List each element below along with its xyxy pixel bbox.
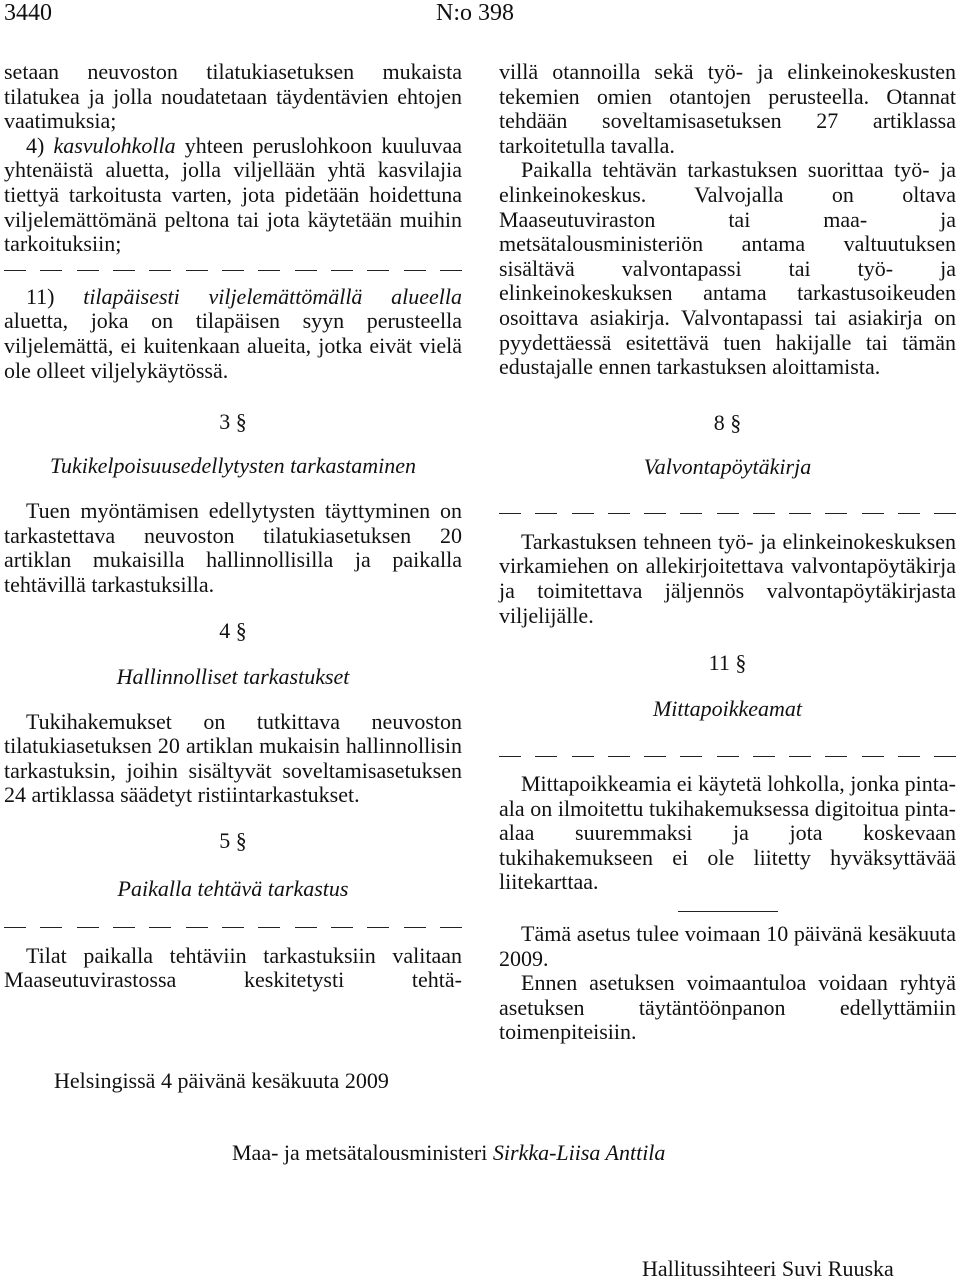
section-number-8: 8 § bbox=[713, 409, 742, 435]
right-column bbox=[499, 60, 956, 1045]
item-prefix: 11) bbox=[26, 283, 84, 309]
minister-signature bbox=[232, 1140, 665, 1166]
omission-dashes bbox=[4, 259, 462, 283]
minister-title: Maa- ja metsätalousministeri bbox=[232, 1140, 493, 1165]
item-prefix: 4) bbox=[26, 132, 54, 158]
section-title-4: Hallinnolliset tarkastukset bbox=[116, 663, 350, 689]
section-number-4: 4 § bbox=[219, 617, 247, 643]
page-number: 3440 bbox=[4, 0, 52, 26]
section-number-3: 3 § bbox=[219, 409, 247, 435]
omission-dashes bbox=[499, 502, 956, 526]
paragraph-otannat: villä otannoilla sekä työ- ja elinkeinokeskusten tekemien omien otantojen perusteella. Otannat tehdään soveltamisasetuksen 27 artiklassa tarkoitetulla tavalla. bbox=[499, 59, 956, 158]
paragraph-kasvulohko bbox=[4, 134, 462, 257]
minister-name: Sirkka-Liisa Anttila bbox=[492, 1140, 666, 1165]
term-tilapainen: tilapäisesti viljelemättömällä alueella bbox=[83, 283, 462, 309]
left-column bbox=[4, 60, 462, 993]
section-text-8: Tarkastuksen tehneen työ- ja elinkeinokeskuksen virkamiehen on allekirjoitettava valvontapöytäkirja ja toimitettava jäljennös valvontapöytäkirjasta viljelijälle. bbox=[499, 528, 956, 628]
section-number-5: 5 § bbox=[219, 827, 247, 853]
secretary-signature: Hallitussihteeri Suvi Ruuska bbox=[642, 1256, 894, 1281]
implementation-measures: Ennen asetuksen voimaantuloa voidaan ryhtyä asetuksen täytäntöönpanon edellyttämiin toimenpiteisiin. bbox=[499, 970, 956, 1045]
section-title-5: Paikalla tehtävä tarkastus bbox=[117, 875, 349, 901]
definition-text: aluetta, joka on tilapäisen syyn perusteella viljelemättä, ei kuitenkaan alueita, jotka eivät vielä ole olleet viljelykäytössä. bbox=[4, 308, 462, 383]
section-text-3: Tuen myöntämisen edellytysten täyttyminen on tarkastettava neuvoston tilatukiasetuksen 20 artiklan mukaisilla hallinnollisilla ja paikalla tehtävillä tarkastuksilla. bbox=[4, 498, 462, 597]
omission-dashes bbox=[499, 744, 956, 768]
definition-text: yhteen peruslohkoon kuuluvaa yhtenäistä aluetta, jolla viljellään yhtä kasvilajia tiettyä tarkoitusta varten, jota pidetään hoidettuna viljelemättömänä peltona tai jota käytetään muihin tarkoituksiin; bbox=[4, 132, 462, 257]
paragraph-tilatuki: setaan neuvoston tilatukiasetuksen mukaista tilatukea ja jolla noudatetaan täydentävien ehtojen vaatimuksia; bbox=[4, 59, 462, 134]
section-title-11: Mittapoikkeamat bbox=[652, 696, 803, 722]
omission-dashes bbox=[4, 916, 462, 940]
paragraph-valvoja: Paikalla tehtävän tarkastuksen suorittaa työ- ja elinkeinokeskus. Valvojalla on oltava Maaseutuviraston tai maa- ja metsätalousministeriön antama valtuutuksen sisältävä valvontapassi tai työ- ja elinkeinokeskuksen antama tarkastusoikeuden osoittava asiakirja. Valvontapassi tai asiakirja on pyydettäessä esitettävä tuen hakijalle tai tämän edustajalle ennen tarkastuksen aloittamista. bbox=[499, 157, 956, 380]
section-text-5: Tilat paikalla tehtäviin tarkastuksiin valitaan Maaseutuvirastossa keskitetysti tehtä- bbox=[4, 942, 462, 993]
issue-number: N:o 398 bbox=[436, 0, 514, 26]
section-text-11: Mittapoikkeamia ei käytetä lohkolla, jonka pinta-ala on ilmoitettu tukihakemuksessa digitoitua pinta-alaa suuremmaksi ja jota koskevaan tukihakemukseen ei ole liitetty hyväksyttävää liitekarttaa. bbox=[499, 771, 956, 895]
paragraph-tilapainen bbox=[4, 285, 462, 383]
section-text-4: Tukihakemukset on tutkittava neuvoston tilatukiasetuksen 20 artiklan mukaisin hallinnollisin tarkastuksin, joihin sisältyvät soveltamisasetuksen 24 artiklassa säädetyt ristiintarkastukset. bbox=[4, 708, 462, 808]
closing-rule bbox=[678, 911, 778, 912]
entry-into-force: Tämä asetus tulee voimaan 10 päivänä kesäkuuta 2009. bbox=[499, 921, 956, 971]
term-kasvulohko: kasvulohkolla bbox=[53, 132, 176, 158]
section-title-8: Valvontapöytäkirja bbox=[643, 453, 812, 479]
place-date: Helsingissä 4 päivänä kesäkuuta 2009 bbox=[54, 1068, 389, 1093]
section-title-3: Tukikelpoisuusedellytysten tarkastaminen bbox=[50, 453, 416, 479]
section-number-11: 11 § bbox=[708, 650, 747, 676]
